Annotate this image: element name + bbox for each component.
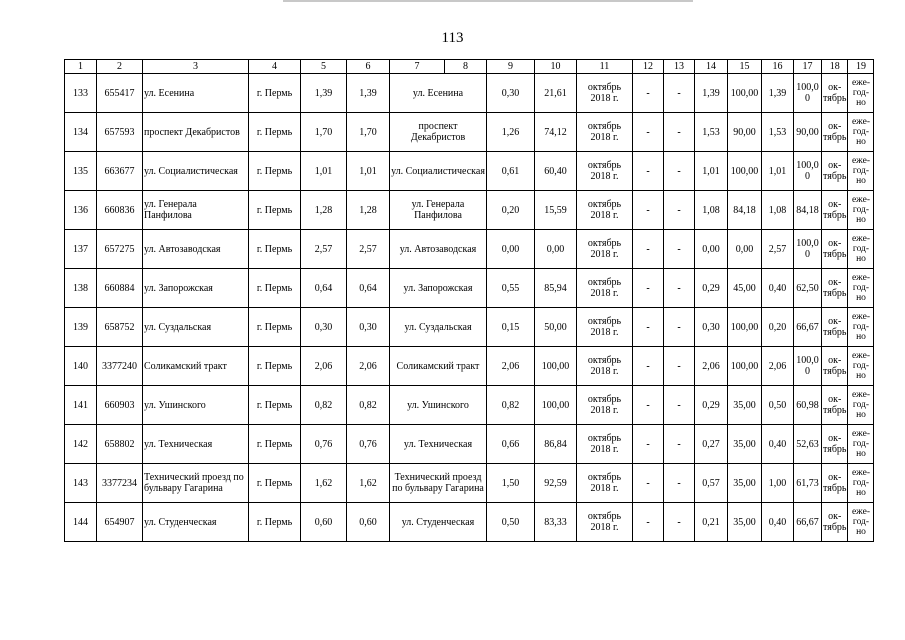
dash-cell: - (633, 191, 664, 230)
dash-cell: - (633, 269, 664, 308)
percent-cell: 50,00 (535, 308, 577, 347)
percent-cell: 84,18 (728, 191, 762, 230)
value-cell: 1,50 (487, 464, 535, 503)
dash-cell: - (633, 503, 664, 542)
id-cell: 655417 (97, 74, 143, 113)
percent-cell: 60,40 (535, 152, 577, 191)
road-name-cell: Соликамский тракт (143, 347, 249, 386)
value-cell: 0,50 (487, 503, 535, 542)
length-total-cell: 0,82 (347, 386, 390, 425)
length-cell: 1,01 (301, 152, 347, 191)
percent-cell: 15,59 (535, 191, 577, 230)
dash-cell: - (633, 347, 664, 386)
row-number-cell: 142 (65, 425, 97, 464)
month-cell: ок- тябрь (822, 152, 848, 191)
header-cell: 15 (728, 60, 762, 74)
city-cell: г. Пермь (249, 74, 301, 113)
periodicity-cell: еже- год- но (848, 152, 874, 191)
percent-cell: 85,94 (535, 269, 577, 308)
id-cell: 660884 (97, 269, 143, 308)
table-row (65, 386, 874, 425)
length-cell: 0,64 (301, 269, 347, 308)
id-cell: 657275 (97, 230, 143, 269)
road-section-cell: ул. Ушинского (390, 386, 487, 425)
id-cell: 654907 (97, 503, 143, 542)
city-cell: г. Пермь (249, 230, 301, 269)
date-cell: октябрь 2018 г. (577, 386, 633, 425)
id-cell: 663677 (97, 152, 143, 191)
percent-cell: 0,00 (728, 230, 762, 269)
value-cell: 2,06 (695, 347, 728, 386)
month-cell: ок- тябрь (822, 230, 848, 269)
header-cell: 12 (633, 60, 664, 74)
percent-cell: 90,00 (728, 113, 762, 152)
value-cell: 0,00 (487, 230, 535, 269)
row-number-cell: 136 (65, 191, 97, 230)
percent-cell: 45,00 (728, 269, 762, 308)
value-cell: 2,06 (762, 347, 794, 386)
header-cell: 2 (97, 60, 143, 74)
road-section-cell: ул. Генерала Панфилова (390, 191, 487, 230)
row-number-cell: 138 (65, 269, 97, 308)
length-cell: 1,39 (301, 74, 347, 113)
road-section-cell: ул. Есенина (390, 74, 487, 113)
table-row (65, 191, 874, 230)
table-row (65, 347, 874, 386)
row-number-cell: 139 (65, 308, 97, 347)
table-row (65, 74, 874, 113)
percent-cell: 100,0 0 (794, 347, 822, 386)
value-cell: 1,01 (762, 152, 794, 191)
row-number-cell: 140 (65, 347, 97, 386)
date-cell: октябрь 2018 г. (577, 425, 633, 464)
percent-cell: 52,63 (794, 425, 822, 464)
date-cell: октябрь 2018 г. (577, 74, 633, 113)
dash-cell: - (633, 74, 664, 113)
periodicity-cell: еже- год- но (848, 347, 874, 386)
length-total-cell: 1,01 (347, 152, 390, 191)
value-cell: 0,50 (762, 386, 794, 425)
header-cell: 3 (143, 60, 249, 74)
date-cell: октябрь 2018 г. (577, 230, 633, 269)
road-name-cell: ул. Ушинского (143, 386, 249, 425)
value-cell: 0,15 (487, 308, 535, 347)
percent-cell: 100,00 (728, 152, 762, 191)
length-total-cell: 1,62 (347, 464, 390, 503)
dash-cell: - (633, 464, 664, 503)
header-cell: 17 (794, 60, 822, 74)
table-row (65, 503, 874, 542)
road-name-cell: проспект Декабристов (143, 113, 249, 152)
value-cell: 1,53 (762, 113, 794, 152)
percent-cell: 100,00 (535, 386, 577, 425)
date-cell: октябрь 2018 г. (577, 308, 633, 347)
length-total-cell: 0,64 (347, 269, 390, 308)
value-cell: 0,40 (762, 503, 794, 542)
value-cell: 0,29 (695, 386, 728, 425)
row-number-cell: 137 (65, 230, 97, 269)
periodicity-cell: еже- год- но (848, 464, 874, 503)
month-cell: ок- тябрь (822, 269, 848, 308)
header-cell: 4 (249, 60, 301, 74)
dash-cell: - (664, 230, 695, 269)
value-cell: 1,26 (487, 113, 535, 152)
road-section-cell: ул. Студенческая (390, 503, 487, 542)
periodicity-cell: еже- год- но (848, 503, 874, 542)
dash-cell: - (633, 386, 664, 425)
road-name-cell: ул. Генерала Панфилова (143, 191, 249, 230)
percent-cell: 0,00 (535, 230, 577, 269)
row-number-cell: 133 (65, 74, 97, 113)
length-cell: 0,76 (301, 425, 347, 464)
value-cell: 0,00 (695, 230, 728, 269)
row-number-cell: 144 (65, 503, 97, 542)
dash-cell: - (664, 386, 695, 425)
value-cell: 0,29 (695, 269, 728, 308)
table-row (65, 425, 874, 464)
road-section-cell: ул. Запорожская (390, 269, 487, 308)
city-cell: г. Пермь (249, 152, 301, 191)
percent-cell: 60,98 (794, 386, 822, 425)
dash-cell: - (664, 425, 695, 464)
value-cell: 1,00 (762, 464, 794, 503)
value-cell: 0,20 (762, 308, 794, 347)
dash-cell: - (664, 113, 695, 152)
dash-cell: - (664, 269, 695, 308)
dash-cell: - (633, 113, 664, 152)
header-cell: 13 (664, 60, 695, 74)
percent-cell: 35,00 (728, 386, 762, 425)
percent-cell: 74,12 (535, 113, 577, 152)
month-cell: ок- тябрь (822, 74, 848, 113)
table-row (65, 230, 874, 269)
dash-cell: - (664, 464, 695, 503)
table-row (65, 308, 874, 347)
month-cell: ок- тябрь (822, 191, 848, 230)
value-cell: 1,08 (695, 191, 728, 230)
value-cell: 0,66 (487, 425, 535, 464)
road-section-cell: Соликамский тракт (390, 347, 487, 386)
header-cell: 19 (848, 60, 874, 74)
value-cell: 0,40 (762, 269, 794, 308)
city-cell: г. Пермь (249, 191, 301, 230)
dash-cell: - (633, 308, 664, 347)
length-total-cell: 0,60 (347, 503, 390, 542)
length-total-cell: 2,06 (347, 347, 390, 386)
length-total-cell: 0,76 (347, 425, 390, 464)
row-number-cell: 135 (65, 152, 97, 191)
id-cell: 658752 (97, 308, 143, 347)
road-section-cell: ул. Техническая (390, 425, 487, 464)
value-cell: 0,21 (695, 503, 728, 542)
length-cell: 1,28 (301, 191, 347, 230)
value-cell: 1,39 (695, 74, 728, 113)
percent-cell: 84,18 (794, 191, 822, 230)
periodicity-cell: еже- год- но (848, 269, 874, 308)
city-cell: г. Пермь (249, 269, 301, 308)
date-cell: октябрь 2018 г. (577, 503, 633, 542)
road-name-cell: Технический проезд по бульвару Гагарина (143, 464, 249, 503)
table-row (65, 464, 874, 503)
percent-cell: 35,00 (728, 503, 762, 542)
date-cell: октябрь 2018 г. (577, 269, 633, 308)
month-cell: ок- тябрь (822, 386, 848, 425)
road-name-cell: ул. Студенческая (143, 503, 249, 542)
date-cell: октябрь 2018 г. (577, 152, 633, 191)
value-cell: 2,57 (762, 230, 794, 269)
percent-cell: 61,73 (794, 464, 822, 503)
header-cell: 5 (301, 60, 347, 74)
percent-cell: 100,00 (728, 347, 762, 386)
top-edge-line (283, 0, 693, 2)
month-cell: ок- тябрь (822, 425, 848, 464)
percent-cell: 66,67 (794, 308, 822, 347)
id-cell: 3377240 (97, 347, 143, 386)
id-cell: 658802 (97, 425, 143, 464)
city-cell: г. Пермь (249, 503, 301, 542)
city-cell: г. Пермь (249, 308, 301, 347)
percent-cell: 100,0 0 (794, 74, 822, 113)
id-cell: 657593 (97, 113, 143, 152)
dash-cell: - (664, 191, 695, 230)
value-cell: 0,61 (487, 152, 535, 191)
header-cell: 14 (695, 60, 728, 74)
percent-cell: 92,59 (535, 464, 577, 503)
header-cell: 1 (65, 60, 97, 74)
city-cell: г. Пермь (249, 386, 301, 425)
date-cell: октябрь 2018 г. (577, 464, 633, 503)
city-cell: г. Пермь (249, 113, 301, 152)
value-cell: 2,06 (487, 347, 535, 386)
dash-cell: - (633, 425, 664, 464)
page-number: 113 (441, 30, 464, 46)
percent-cell: 90,00 (794, 113, 822, 152)
dash-cell: - (664, 347, 695, 386)
value-cell: 1,39 (762, 74, 794, 113)
dash-cell: - (664, 308, 695, 347)
id-cell: 3377234 (97, 464, 143, 503)
length-total-cell: 1,28 (347, 191, 390, 230)
city-cell: г. Пермь (249, 425, 301, 464)
dash-cell: - (633, 152, 664, 191)
percent-cell: 83,33 (535, 503, 577, 542)
percent-cell: 100,00 (728, 74, 762, 113)
road-section-cell: Технический проезд по бульвару Гагарина (390, 464, 487, 503)
periodicity-cell: еже- год- но (848, 113, 874, 152)
percent-cell: 86,84 (535, 425, 577, 464)
id-cell: 660903 (97, 386, 143, 425)
periodicity-cell: еже- год- но (848, 74, 874, 113)
month-cell: ок- тябрь (822, 113, 848, 152)
value-cell: 0,55 (487, 269, 535, 308)
road-section-cell: ул. Автозаводская (390, 230, 487, 269)
value-cell: 0,30 (487, 74, 535, 113)
table-row (65, 269, 874, 308)
header-cell: 9 (487, 60, 535, 74)
table-row (65, 152, 874, 191)
road-name-cell: ул. Социалистическая (143, 152, 249, 191)
road-name-cell: ул. Суздальская (143, 308, 249, 347)
length-total-cell: 2,57 (347, 230, 390, 269)
road-section-cell: проспект Декабристов (390, 113, 487, 152)
header-cell: 7 (390, 60, 445, 74)
value-cell: 0,30 (695, 308, 728, 347)
value-cell: 0,40 (762, 425, 794, 464)
header-row (65, 60, 874, 74)
road-name-cell: ул. Техническая (143, 425, 249, 464)
periodicity-cell: еже- год- но (848, 425, 874, 464)
row-number-cell: 141 (65, 386, 97, 425)
percent-cell: 100,00 (728, 308, 762, 347)
row-number-cell: 143 (65, 464, 97, 503)
periodicity-cell: еже- год- но (848, 230, 874, 269)
value-cell: 0,57 (695, 464, 728, 503)
percent-cell: 21,61 (535, 74, 577, 113)
dash-cell: - (664, 503, 695, 542)
header-cell: 10 (535, 60, 577, 74)
month-cell: ок- тябрь (822, 503, 848, 542)
date-cell: октябрь 2018 г. (577, 347, 633, 386)
percent-cell: 62,50 (794, 269, 822, 308)
road-section-cell: ул. Социалистическая (390, 152, 487, 191)
percent-cell: 35,00 (728, 425, 762, 464)
header-cell: 6 (347, 60, 390, 74)
road-name-cell: ул. Есенина (143, 74, 249, 113)
periodicity-cell: еже- год- но (848, 386, 874, 425)
length-cell: 2,57 (301, 230, 347, 269)
month-cell: ок- тябрь (822, 308, 848, 347)
percent-cell: 100,0 0 (794, 152, 822, 191)
periodicity-cell: еже- год- но (848, 191, 874, 230)
road-name-cell: ул. Автозаводская (143, 230, 249, 269)
row-number-cell: 134 (65, 113, 97, 152)
length-cell: 0,60 (301, 503, 347, 542)
length-total-cell: 0,30 (347, 308, 390, 347)
data-table (64, 59, 874, 542)
header-cell: 16 (762, 60, 794, 74)
table-row (65, 113, 874, 152)
percent-cell: 100,00 (535, 347, 577, 386)
road-section-cell: ул. Суздальская (390, 308, 487, 347)
value-cell: 0,82 (487, 386, 535, 425)
value-cell: 0,20 (487, 191, 535, 230)
length-total-cell: 1,39 (347, 74, 390, 113)
length-cell: 0,30 (301, 308, 347, 347)
dash-cell: - (664, 152, 695, 191)
percent-cell: 66,67 (794, 503, 822, 542)
header-cell: 18 (822, 60, 848, 74)
percent-cell: 35,00 (728, 464, 762, 503)
month-cell: ок- тябрь (822, 464, 848, 503)
length-cell: 0,82 (301, 386, 347, 425)
month-cell: ок- тябрь (822, 347, 848, 386)
length-cell: 2,06 (301, 347, 347, 386)
road-name-cell: ул. Запорожская (143, 269, 249, 308)
header-cell: 8 (445, 60, 487, 74)
periodicity-cell: еже- год- но (848, 308, 874, 347)
value-cell: 1,53 (695, 113, 728, 152)
value-cell: 1,01 (695, 152, 728, 191)
city-cell: г. Пермь (249, 464, 301, 503)
id-cell: 660836 (97, 191, 143, 230)
date-cell: октябрь 2018 г. (577, 191, 633, 230)
city-cell: г. Пермь (249, 347, 301, 386)
length-total-cell: 1,70 (347, 113, 390, 152)
dash-cell: - (664, 74, 695, 113)
percent-cell: 100,0 0 (794, 230, 822, 269)
header-cell: 11 (577, 60, 633, 74)
value-cell: 1,08 (762, 191, 794, 230)
value-cell: 0,27 (695, 425, 728, 464)
length-cell: 1,62 (301, 464, 347, 503)
date-cell: октябрь 2018 г. (577, 113, 633, 152)
dash-cell: - (633, 230, 664, 269)
length-cell: 1,70 (301, 113, 347, 152)
